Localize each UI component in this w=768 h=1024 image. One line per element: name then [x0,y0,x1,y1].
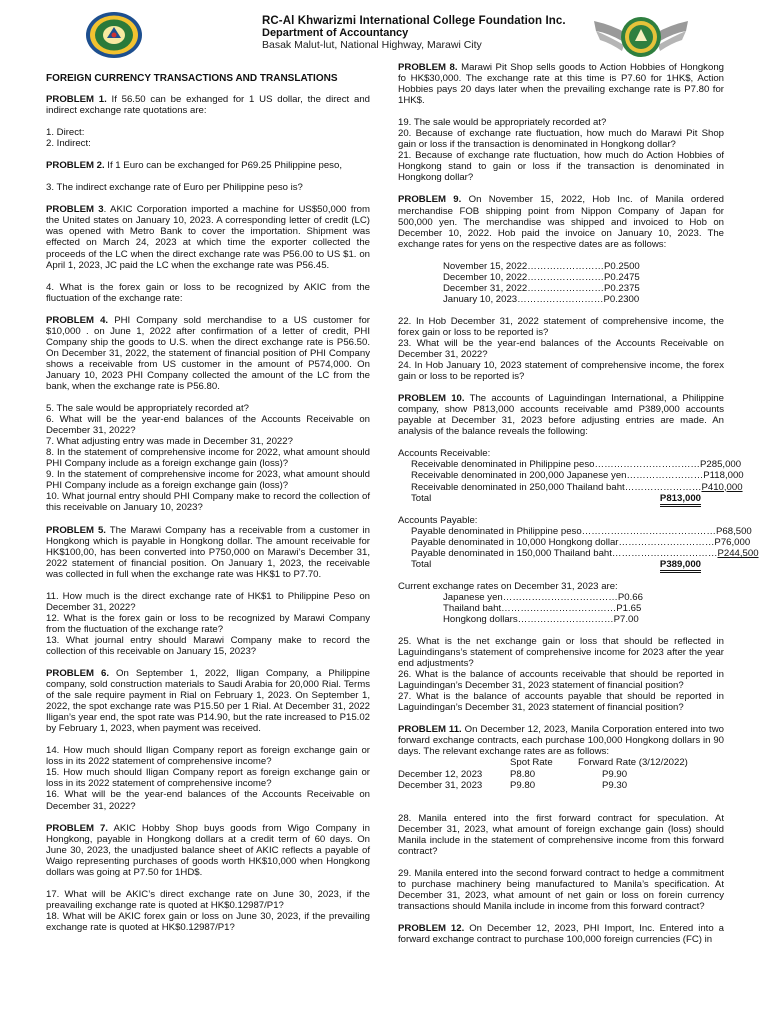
forward-rate-header [398,757,724,768]
question-15: 15. How much should Iligan Company report as foreign exchange gain or loss in its 2022 statement of comprehensive income? [46,767,370,790]
question-3: 3. The indirect exchange rate of Euro per Philippine peso is? [46,182,303,194]
problem-4: PROBLEM 4. PHI Company sold merchandise to a US customer for $10,000 . on June 1, 2022 after confirmation of a letter of credit, PHI Company ship the goods to U.S. when the direct exchange rate is P56.50. On December 31, 2022, the statement of financial position of PHI Company shows a receivable from US customer in the amount of P574,000. On January 10, 2023 PHI Company collected the amount of the LC from the bank, when the exchange rate is P56.80. [46,314,370,392]
ar-row: Receivable denominated in 200,000 Japanese yen…………………… P118,000 [411,470,744,482]
ar-row: Receivable denominated in 250,000 Thailand baht…………………… P410,000 [411,481,743,493]
problem-label: PROBLEM 2. [46,160,105,172]
left-column [46,68,370,933]
spot-rate-header: Spot Rate [510,757,553,769]
question-18: 18. What will be AKIC forex gain or loss on June 30, 2023, if the prevailing exchange rate is quoted at HK$0.12987/P1? [46,910,370,933]
question-2: 2. Indirect: [46,138,91,150]
school-address: Basak Malut-lut, National Highway, Marawi City [262,39,482,51]
yen-rate-row: December 31, 2022……………………P0.2375 [443,282,640,294]
question-24: 24. In Hob January 10, 2023 statement of comprehensive income, the forex gain or loss to be reported is? [398,360,724,383]
question-21: 21. Because of exchange rate fluctuation, how much do Action Hobbies of Hongkong stand to gain or loss if the transaction is denominated in Hongkong dollar? [398,150,724,184]
yen-rate-row: November 15, 2022……………………P0.2500 [443,260,640,272]
yen-rate-list [398,261,724,305]
problem-6: PROBLEM 6. On September 1, 2022, Iligan Company, a Philippine company, sold construction materials to Saudi Arabia for 20,000 Rial. Terms of the sale require payment in Rial on February 1, 2023. On September 1, 2022, the spot exchange rate was P15.50 per 1 Rial. At December 31, 2022 Iligan’s year end, the spot rate was P14.90, but the rate increased to P15.02 by February 1, 2023, when payment was received. [46,668,370,735]
problem-1: PROBLEM 1. If 56.50 can be exhanged for 1 US dollar, the direct and indirect exchange rate quotations are: [46,94,370,117]
yen-rate-row: December 10, 2022……………………P0.2475 [443,271,640,283]
problem-label: PROBLEM 7. [46,822,108,834]
problem-label: PROBLEM 6. [46,668,110,680]
question-12: 12. What is the forex gain or loss to be recognized by Marawi Company from the fluctuation of the exchange rate? [46,612,370,635]
question-28: 28. Manila entered into the first forward contract for speculation. At December 31, 2023, what amount of foreign exchange gain (loss) should Manila include in the statement of comprehensive income from this forward contract? [398,812,724,857]
ap-title: Accounts Payable: [398,514,478,526]
question-29: 29. Manila entered into the second forward contract to hedge a commitment to purchase machinery being manufactured to Manila’s specification. At December 31, 2023, what amount of net gain or loss on forein currency transactions should Manila include in income from this forward contract? [398,867,724,912]
forward-rate-row: December 31, 2023 P9.80 P9.30 [398,779,628,791]
ar-title: Accounts Receivable: [398,448,491,460]
school-name: RC-Al Khwarizmi International College Foundation Inc. [262,15,566,27]
ar-total-row: Total P813,000 [398,493,701,504]
question-5: 5. The sale would be appropriately recorded at? [46,403,250,415]
question-11: 11. How much is the direct exchange rate of HK$1 to Philippine Peso on December 31, 2022? [46,590,370,613]
current-rate-row: Japanese yen……………………………… P0.66 [443,591,643,603]
forward-rate-header-label: Forward Rate (3/12/2022) [578,757,688,769]
problem-8: PROBLEM 8. Marawi Pit Shop sells goods to Action Hobbies of Hongkong fo HK$30,000. The exchange rate at this time is P7.60 for 1HK$, Action Hobbies pays 20 days later when the prevailing exchange rate is P7.80 for 1HK$. [398,62,724,107]
yen-rate-row: January 10, 2023………………………P0.2300 [443,293,640,305]
ap-total: P389,000 [660,559,701,573]
ar-row: Receivable denominated in Philippine peso…………………………… P285,000 [411,459,742,471]
forward-rate-row: December 12, 2023 P8.80 P9.90 [398,768,628,780]
winged-emblem-logo [592,11,690,63]
question-14: 14. How much should Iligan Company report as foreign exchange gain or loss in its 2022 statement of comprehensive income? [46,745,370,768]
current-rate-row: Thailand baht……………………………… P1.65 [443,602,642,614]
right-column [398,62,759,946]
question-4: 4. What is the forex gain or loss to be recognized by AKIC from the fluctuation of the exchange rate: [46,281,370,304]
ap-row: Payable denominated in Philippine peso…………………………………… P68,500 [411,525,752,537]
problem-11: PROBLEM 11. On December 12, 2023, Manila Corporation entered into two forward exchange contracts, each purchase 100,000 Hongkong dollars in 90 days. The relevant exchange rates are as follows: [398,724,724,758]
problem-label: PROBLEM 5. [46,524,106,536]
college-seal-logo [85,11,143,59]
department-name: Department of Accountancy [262,27,409,39]
problem-label: PROBLEM 12. [398,923,465,934]
letterhead [0,0,768,66]
question-13: 13. What journal entry should Marawi Company make to record the collection of this receivable on January 15, 2023? [46,634,370,657]
question-26: 26. What is the balance of accounts receivable that should be reported in Laguindingan’s December 31, 2023 statement of financial position? [398,669,724,692]
question-6: 6. What will be the year-end balances of the Accounts Receivable on December 31, 2022? [46,414,370,437]
problem-3: PROBLEM 3. AKIC Corporation imported a machine for US$50,000 from the United states on January 10, 2023. A corresponding letter of credit (LC) was opened with Metro Bank to cover the importation. Shipment was effected on March 24, 2023 at which time the exporter collected the proceeds of the LC when the direct exchange rate was P56.00 to US $1. on April 1, 2023, JC paid the LC when the exchange rate was P56.45. [46,204,370,271]
question-1: 1. Direct: [46,127,85,139]
problem-label: PROBLEM 1. [46,94,107,106]
question-10: 10. What journal entry should PHI Company make to record the collection of this receivable on January 10, 2023? [46,491,370,514]
ap-row: Payable denominated in 150,000 Thailand baht…………………………… P244,500 [411,547,759,559]
question-25: 25. What is the net exchange gain or loss that should be reflected in Laguindingans’s statement of comprehensive income for 2023 after the year end adjustments? [398,636,724,670]
question-22: 22. In Hob December 31, 2022 statement of comprehensive income, the forex gain or loss to be reported is? [398,315,724,338]
problem-label: PROBLEM 10. [398,393,465,405]
problem-12: PROBLEM 12. On December 12, 2023, PHI Import, Inc. Entered into a forward exchange contract to purchase 100,000 foreign currencies (FC) in [398,923,724,946]
question-16: 16. What will be the year-end balances of the Accounts Receivable on December 31, 2022? [46,789,370,812]
current-rates-list [398,592,724,625]
problem-label: PROBLEM 8. [398,62,458,73]
problem-label: PROBLEM 4. [46,314,109,326]
question-19: 19. The sale would be appropriately recorded at? [398,117,607,129]
problem-2: PROBLEM 2. If 1 Euro can be exchanged for P69.25 Philippine peso, [46,160,342,172]
problem-9: PROBLEM 9. On November 15, 2022, Hob Inc. of Manila ordered merchandise FOB shipping point from Nippon Company of Japan for 500,000 yen. The merchandise was shipped and invoiced to Hob on December 10, 2022. Hob paid the invoice on January 10, 2023. The exchange rates for yens on the respective dates are as follows: [398,194,724,250]
problem-7: PROBLEM 7. AKIC Hobby Shop buys goods from Wigo Company in Hongkong, payable in Hongkong dollars at a credit term of 60 days. On June 30, 2023, the unadjusted balance sheet of AKIC reflects a payable of Waigo representing purchases of goods worth HK$10,000 when Hongkong dollars was going at P7.50 for 1HD$. [46,822,371,878]
current-rates-title: Current exchange rates on December 31, 2023 are: [398,580,618,592]
problem-label: PROBLEM 11. [398,724,462,736]
question-17: 17. What will be AKIC’s direct exchange rate on June 30, 2023, if the preavailing exchange rate is quoted at HK$0.12987/P1? [46,888,370,911]
ap-total-row: Total P389,000 [398,559,701,570]
problem-5: PROBLEM 5. The Marawi Company has a receivable from a customer in Hongkong which is payable in Hongkong dollar. The amount receivable for HK$100,00, has been converted into P750,000 on Marawi’s December 31, 2022 statement of financial position. On January 1, 2023, the receivable was collected in full when the exchange rate was HK$1 to P7.70. [46,524,371,580]
current-rate-row: Hongkong dollars………………………… P7.00 [443,613,639,625]
question-9: 9. In the statement of comprehensive income for 2023, what amount should PHI Company include as a foreign exchange gain (loss)? [46,469,370,492]
ap-row: Payable denominated in 10,000 Hongkong dollar………………………… P76,000 [411,536,751,548]
question-7: 7. What adjusting entry was made in December 31, 2022? [46,436,293,448]
question-23: 23. What will be the year-end balances of the Accounts Receivable on December 31, 2022? [398,337,724,361]
question-8: 8. In the statement of comprehensive income for 2022, what amount should PHI Company include as a foreign exchange gain (loss)? [46,447,370,470]
problem-10: PROBLEM 10. The accounts of Laguindingan International, a Philippine company, show P813,000 accounts receivable amd P389,000 accounts payable at December 31, 2023 before adjusting entries are made. An analysis of the balance reveals the following: [398,393,724,438]
problem-label: PROBLEM 3 [46,204,104,216]
question-27: 27. What is the balance of accounts payable that should be reported in Laguindingan’s December 31, 2023 statement of financial position? [398,691,724,714]
ar-total: P813,000 [660,493,701,507]
document-title: FOREIGN CURRENCY TRANSACTIONS AND TRANSLATIONS [46,73,338,84]
problem-label: PROBLEM 9. [398,194,462,206]
question-20: 20. Because of exchange rate fluctuation, how much do Marawi Pit Shop gain or loss if the transaction is denominated in Hongkong dollar? [398,128,724,151]
